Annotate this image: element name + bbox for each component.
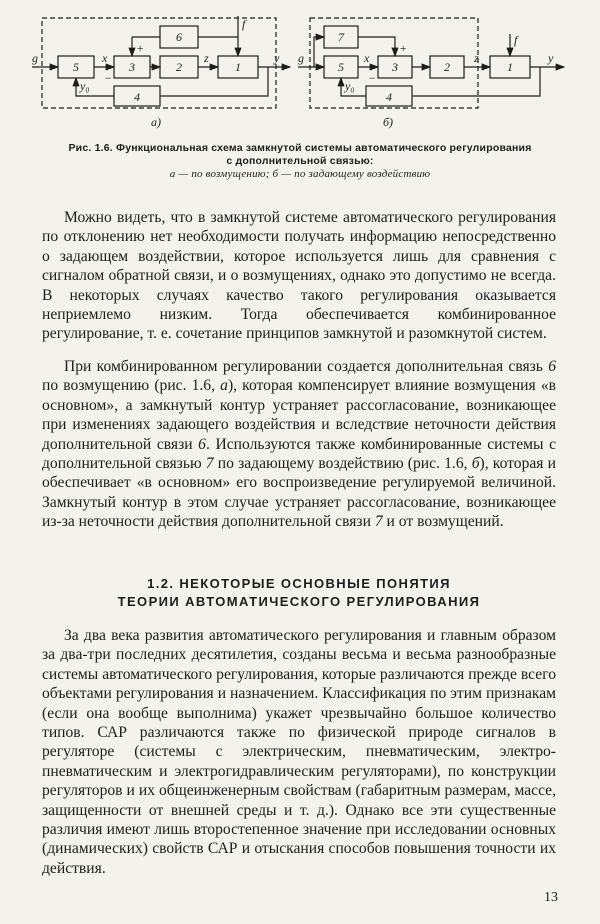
sublabel-b: б) (382, 115, 394, 129)
caption-line-1: Рис. 1.6. Функциональная схема замкнутой системы автоматического регулирования (68, 142, 532, 154)
label-a-4: 4 (134, 90, 140, 104)
signal-b-f: f (514, 33, 518, 47)
label-b-5: 5 (338, 60, 344, 74)
p2-n4: 7 (374, 513, 383, 531)
p2-s6: ), которая и обеспечивает «в основном» его воспроизведение регулируемой величиной. Замкнутый контур в этом случае устраняет рассогласование, возникающее из-за неточности действия дополнительной связи (42, 455, 556, 531)
paragraph-1-text: Можно видеть, что в замкнутой системе автоматического регулирования по отклонению нет необходимости получать информацию непосредственно о задающем воздействии, которое используется лишь для сравнения с сигналом обратной связи, и о возмущениях, однако это допустимо не всегда. В некоторых случаях качество такого регулирования оказывается неприемлемо низким. Тогда обеспечивается комбинированное регулирование, т. е. сочетание принципов замкнутой и разомкнутой систем. (42, 209, 556, 343)
p2-s4: . Используются также комбинированные системы с дополнительной связью (42, 435, 556, 473)
p2-s2: по возмущению (рис. 1.6, (42, 377, 221, 395)
caption-line-3: а — по возмущению; б — по задающему воздействию (169, 168, 431, 180)
p2-s7: и от возмущений. (382, 513, 504, 531)
label-b-3: 3 (392, 60, 398, 74)
functional-diagrams (28, 14, 578, 132)
label-b-4: 4 (386, 90, 392, 104)
label-b-1: 1 (507, 60, 513, 74)
signal-b-z: z (474, 51, 479, 65)
caption-line-2: с дополнительной связью: (226, 155, 374, 167)
label-b-7: 7 (338, 30, 344, 44)
p2-l1: а (220, 377, 228, 395)
sign-b-minus: − (368, 71, 377, 85)
page-number: 13 (544, 890, 558, 905)
signal-a-x: x (102, 51, 108, 65)
figure-caption (10, 142, 590, 181)
signal-b-y0: y₀ (345, 79, 355, 93)
label-a-6: 6 (176, 30, 182, 44)
sign-a-plus: + (136, 41, 145, 55)
paragraph-2-text (42, 357, 556, 532)
signal-a-g: g (32, 51, 38, 65)
p2-s5: по задающему воздействию (рис. 1.6, (213, 455, 472, 473)
paragraph-3 (42, 626, 556, 878)
paragraph-1 (42, 208, 556, 344)
sign-a-minus: − (104, 71, 113, 85)
sublabel-a: а) (151, 115, 161, 129)
label-a-3: 3 (129, 60, 135, 74)
signal-a-y: y (274, 51, 280, 65)
label-a-2: 2 (176, 60, 182, 74)
section-heading (42, 575, 556, 611)
signal-a-z: z (204, 51, 209, 65)
heading-line-2: ТЕОРИИ АВТОМАТИЧЕСКОГО РЕГУЛИРОВАНИЯ (117, 594, 481, 609)
p2-n2: 6 (198, 435, 206, 453)
signal-a-f: f (242, 17, 246, 31)
label-a-1: 1 (235, 60, 241, 74)
signal-b-y: y (548, 51, 554, 65)
paragraph-3-text: За два века развития автоматического регулирования и главным образом за два-три последних десятилетия, созданы весьма и весьма разнообразные системы автоматического регулирования, которые различаются прежде всего объектами регулирования и назначением. Классификация по этим признакам (если она вообще выполнима) укажет чрезвычайно большое количество типов. САР различаются также по физической природе сигналов в регуляторе (системы с электрическим, пневматическим, электропневматическим и электрогидравлическим регуляторами), по конструкции регуляторов и их общеинженерным свойствам (габаритным размерам, массе, защищенности от внешней среды и т. д.). Однако все эти существенные различия имеют лишь второстепенное значение при исследовании основных (динамических) свойств САР и отыскания способов повышения точности их действия. (42, 627, 556, 877)
signal-b-g: g (298, 51, 304, 65)
heading-line-1: 1.2. НЕКОТОРЫЕ ОСНОВНЫЕ ПОНЯТИЯ (147, 576, 451, 591)
p2-l2: б (471, 455, 480, 473)
signal-a-y0: y₀ (80, 79, 90, 93)
signal-b-x: x (364, 51, 370, 65)
p2-s1: При комбинированном регулировании создается дополнительная связь (64, 358, 549, 375)
sign-b-plus: + (399, 41, 408, 55)
p2-n3: 7 (205, 455, 214, 473)
p2-s3: ), которая компенсирует влияние возмущения «в основном», а замкнутый контур устраняет рассогласование, возникающее при изменениях задающего воздействия и вследствие неточности действия дополнительной связи (42, 377, 556, 453)
p2-n1: 6 (548, 358, 556, 375)
label-b-2: 2 (444, 60, 450, 74)
figure-1-6 (28, 14, 578, 132)
label-a-5: 5 (73, 60, 79, 74)
paragraph-2 (42, 357, 556, 532)
